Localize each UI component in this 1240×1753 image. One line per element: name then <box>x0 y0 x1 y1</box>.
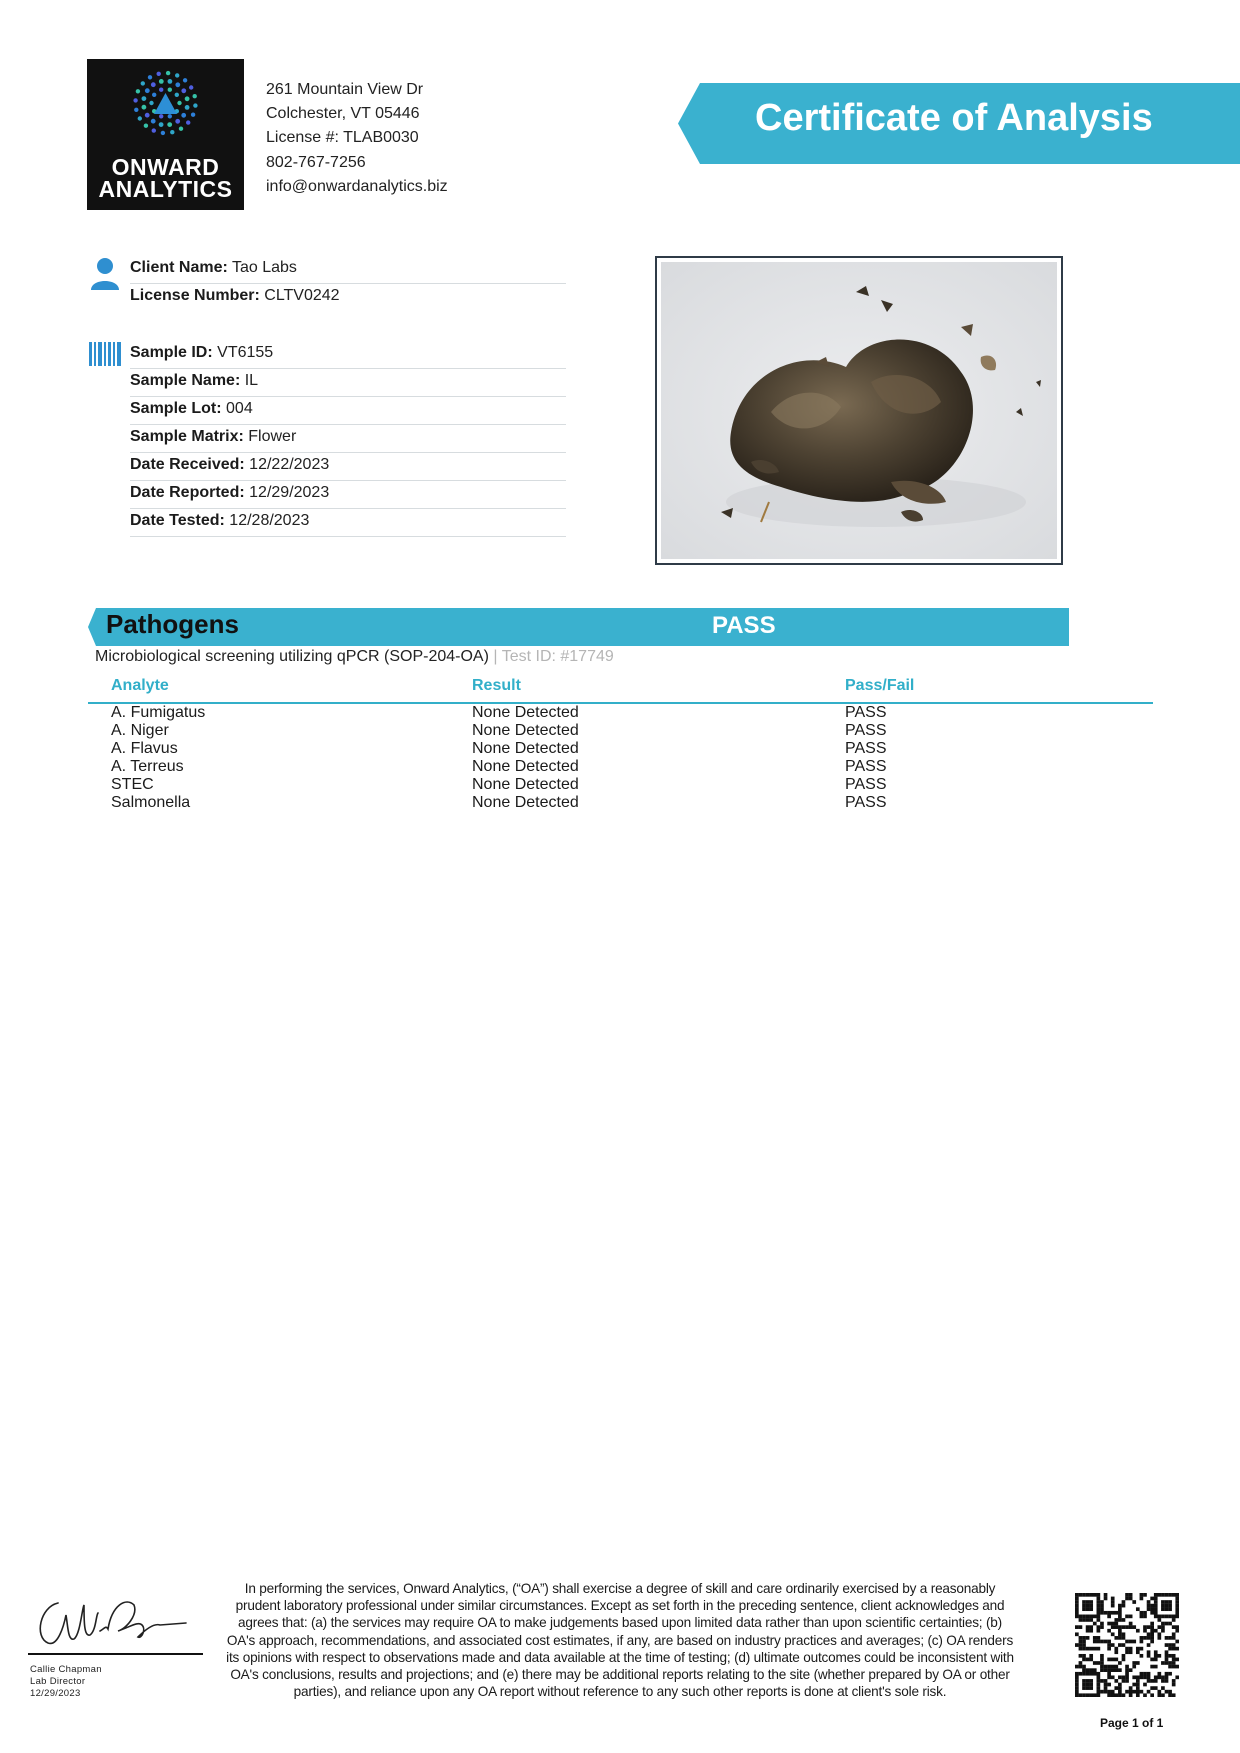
result-cell: None Detected <box>472 776 579 793</box>
sample-id-value: VT6155 <box>217 344 274 361</box>
date-tested-value: 12/28/2023 <box>229 512 310 529</box>
logo-line-2: ANALYTICS <box>98 176 233 202</box>
signature-line <box>28 1653 203 1655</box>
analyte-cell: A. Niger <box>111 722 169 739</box>
qr-code[interactable] <box>1075 1593 1179 1697</box>
col-header-result: Result <box>472 677 521 694</box>
page-number: Page 1 of 1 <box>1100 1716 1164 1730</box>
sample-id-label: Sample ID: <box>130 344 213 361</box>
client-license-row <box>130 284 566 311</box>
table-row <box>0 758 1240 776</box>
table-row <box>0 776 1240 794</box>
sample-matrix-row <box>130 425 566 453</box>
client-license-label: License Number: <box>130 287 260 304</box>
lab-phone: 802-767-7256 <box>266 153 366 171</box>
client-name-value: Tao Labs <box>231 259 297 276</box>
lab-license: License #: TLAB0030 <box>266 129 419 147</box>
pass-fail-cell: PASS <box>845 722 887 739</box>
analyte-cell: A. Fumigatus <box>111 704 206 721</box>
sample-name-value: IL <box>244 372 259 389</box>
sample-lot-row <box>130 397 566 425</box>
result-cell: None Detected <box>472 740 579 757</box>
col-header-pass-fail: Pass/Fail <box>845 677 915 694</box>
sample-name-label: Sample Name: <box>130 372 241 389</box>
table-row <box>0 740 1240 758</box>
logo-line-1: ONWARD <box>111 154 220 180</box>
result-cell: None Detected <box>472 704 579 721</box>
lab-address <box>266 78 448 199</box>
pass-fail-cell: PASS <box>845 740 887 757</box>
lab-logo <box>87 59 244 210</box>
sample-matrix-label: Sample Matrix: <box>130 428 244 445</box>
sample-lot-label: Sample Lot: <box>130 400 222 417</box>
date-tested-row <box>130 509 566 537</box>
test-id: | Test ID: #17749 <box>493 648 614 665</box>
date-received-row <box>130 453 566 481</box>
address-line-1: 261 Mountain View Dr <box>266 81 424 98</box>
sample-id-row <box>130 341 566 369</box>
sample-lot-value: 004 <box>226 400 253 417</box>
signer-info <box>30 1664 102 1700</box>
sample-photo <box>655 256 1063 565</box>
result-cell: None Detected <box>472 794 579 811</box>
pass-fail-cell: PASS <box>845 776 887 793</box>
table-row <box>0 704 1240 722</box>
analyte-cell: A. Flavus <box>111 740 178 757</box>
date-reported-row <box>130 481 566 509</box>
pathogens-title: Pathogens <box>106 609 239 639</box>
table-row <box>0 794 1240 812</box>
pathogens-status-badge: PASS <box>712 612 776 639</box>
date-received-value: 12/22/2023 <box>249 456 330 473</box>
logo-mark-icon <box>87 59 244 159</box>
date-received-label: Date Received: <box>130 456 245 473</box>
signed-date: 12/29/2023 <box>30 1688 81 1699</box>
date-reported-label: Date Reported: <box>130 484 245 501</box>
date-reported-value: 12/29/2023 <box>249 484 330 501</box>
client-name-label: Client Name: <box>130 259 228 276</box>
pass-fail-cell: PASS <box>845 794 887 811</box>
legal-disclaimer: In performing the services, Onward Analytics, (“OA”) shall exercise a degree of skill and care ordinarily exercised by a reasonably prudent laboratory professional under similar circumstances. Except as set forth in the preceding sentence, client acknowledges and agrees that: (a) the services may require OA to make judgements based upon limited data rather than upon scientific certainties; (b) OA's approach, recommendations, and associated cost estimates, if any, are based on industry practices and averages; (c) OA renders its opinions with respect to observations made and data available at the time of testing; (d) ultimate outcomes could be inconsistent with OA's conclusions, results and projections; and (e) there may be additional reports relating to the site (whether prepared by OA or other parties), and reliance upon any OA report without reference to any such other reports is done at client's sole risk. <box>226 1581 1014 1700</box>
date-tested-label: Date Tested: <box>130 512 225 529</box>
pass-fail-cell: PASS <box>845 704 887 721</box>
lab-email[interactable]: info@onwardanalytics.biz <box>266 177 448 195</box>
analyte-cell: A. Terreus <box>111 758 184 775</box>
barcode-icon <box>89 342 121 366</box>
sample-matrix-value: Flower <box>248 428 297 445</box>
result-cell: None Detected <box>472 758 579 775</box>
address-line-2: Colchester, VT 05446 <box>266 105 420 123</box>
pass-fail-cell: PASS <box>845 758 887 775</box>
table-row <box>0 722 1240 740</box>
signature-image <box>30 1585 190 1650</box>
person-icon <box>89 256 121 292</box>
signer-title: Lab Director <box>30 1676 86 1687</box>
client-name-row <box>130 256 566 284</box>
analyte-cell: Salmonella <box>111 794 191 811</box>
method-text: Microbiological screening utilizing qPCR (SOP-204-OA) <box>95 648 489 665</box>
result-cell: None Detected <box>472 722 579 739</box>
coa-banner <box>678 83 1240 164</box>
analyte-cell: STEC <box>111 776 154 793</box>
sample-name-row <box>130 369 566 397</box>
flower-sample-image <box>661 262 1057 559</box>
page-title: Certificate of Analysis <box>755 97 1153 139</box>
col-header-analyte: Analyte <box>111 677 169 694</box>
pathogens-method <box>95 648 614 666</box>
client-license-value: CLTV0242 <box>264 287 340 304</box>
signer-name: Callie Chapman <box>30 1664 102 1675</box>
